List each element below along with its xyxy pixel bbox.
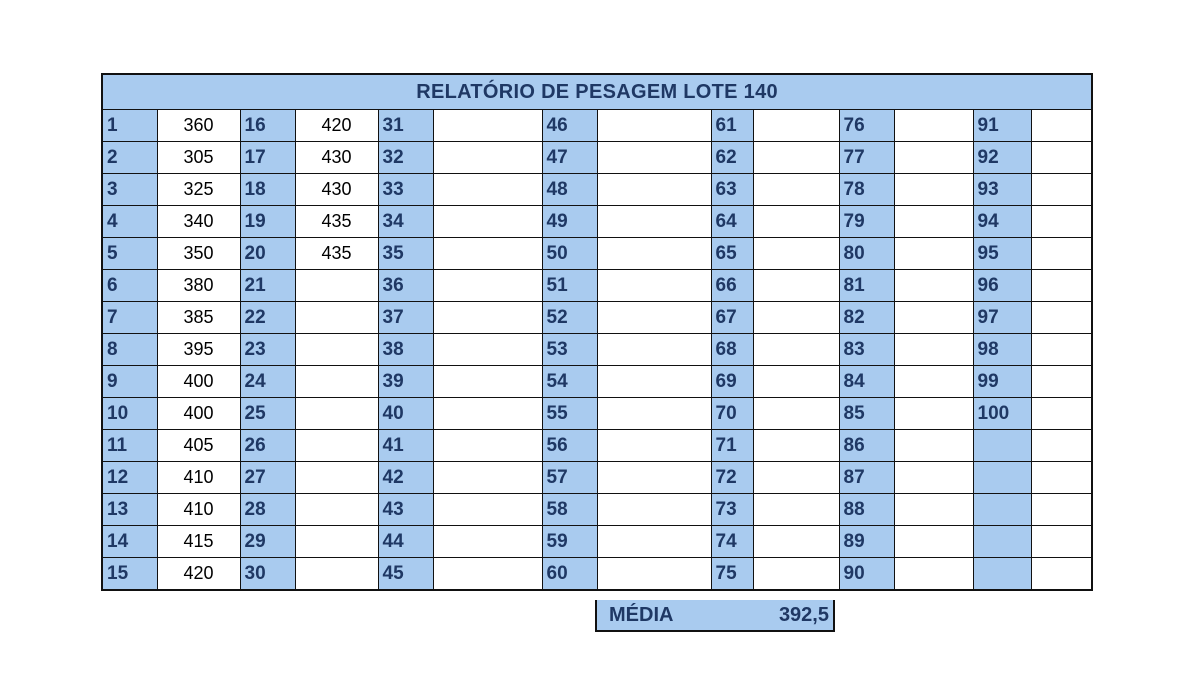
animal-number-cell: 72 [711,462,753,494]
animal-number-cell: 77 [839,142,894,174]
table-row [102,270,1092,302]
weight-value-cell: 360 [157,110,240,142]
animal-number-cell: 44 [378,526,433,558]
animal-number-cell [973,526,1031,558]
animal-number-cell: 24 [240,366,295,398]
animal-number-cell: 70 [711,398,753,430]
weight-value-cell [753,238,839,270]
weight-value-cell [433,526,542,558]
animal-number-cell: 35 [378,238,433,270]
weight-value-cell [753,430,839,462]
animal-number-cell: 27 [240,462,295,494]
animal-number-cell: 30 [240,558,295,591]
weight-value-cell [597,558,711,591]
table-row [102,366,1092,398]
animal-number-cell: 69 [711,366,753,398]
animal-number-cell: 46 [542,110,597,142]
report-title: RELATÓRIO DE PESAGEM LOTE 140 [102,74,1092,110]
weight-value-cell [597,462,711,494]
animal-number-cell: 60 [542,558,597,591]
animal-number-cell: 94 [973,206,1031,238]
table-row [102,398,1092,430]
weight-value-cell [1031,430,1092,462]
weight-value-cell [295,558,378,591]
weight-value-cell [894,142,973,174]
weight-value-cell [295,398,378,430]
animal-number-cell: 79 [839,206,894,238]
animal-number-cell: 6 [102,270,157,302]
animal-number-cell: 3 [102,174,157,206]
animal-number-cell: 49 [542,206,597,238]
weight-value-cell: 395 [157,334,240,366]
animal-number-cell: 20 [240,238,295,270]
weight-value-cell [1031,526,1092,558]
animal-number-cell: 28 [240,494,295,526]
table-row [102,174,1092,206]
weight-value-cell [753,366,839,398]
weight-value-cell [894,494,973,526]
weight-value-cell [597,494,711,526]
weight-value-cell: 410 [157,462,240,494]
weight-value-cell [1031,174,1092,206]
weight-value-cell [894,238,973,270]
weight-value-cell: 420 [157,558,240,591]
table-row [102,142,1092,174]
weight-value-cell [1031,334,1092,366]
animal-number-cell: 48 [542,174,597,206]
animal-number-cell: 63 [711,174,753,206]
weight-value-cell: 430 [295,142,378,174]
animal-number-cell [973,558,1031,591]
weight-value-cell [1031,110,1092,142]
animal-number-cell [973,462,1031,494]
weight-value-cell [1031,238,1092,270]
animal-number-cell: 9 [102,366,157,398]
animal-number-cell: 16 [240,110,295,142]
animal-number-cell: 56 [542,430,597,462]
title-row [102,74,1092,110]
weight-value-cell [1031,270,1092,302]
animal-number-cell: 64 [711,206,753,238]
average-box [595,600,835,632]
animal-number-cell: 58 [542,494,597,526]
weight-value-cell [597,110,711,142]
table-row [102,494,1092,526]
animal-number-cell: 40 [378,398,433,430]
animal-number-cell: 7 [102,302,157,334]
weight-value-cell: 305 [157,142,240,174]
animal-number-cell: 83 [839,334,894,366]
weight-value-cell [753,110,839,142]
animal-number-cell: 39 [378,366,433,398]
table-row [102,110,1092,142]
weight-value-cell [295,526,378,558]
animal-number-cell: 100 [973,398,1031,430]
weight-value-cell [433,398,542,430]
animal-number-cell: 98 [973,334,1031,366]
animal-number-cell: 17 [240,142,295,174]
weight-value-cell [894,174,973,206]
animal-number-cell: 11 [102,430,157,462]
animal-number-cell: 92 [973,142,1031,174]
weight-value-cell [753,526,839,558]
animal-number-cell: 68 [711,334,753,366]
animal-number-cell: 67 [711,302,753,334]
animal-number-cell: 15 [102,558,157,591]
weight-value-cell [894,366,973,398]
weight-value-cell [433,302,542,334]
average-label: MÉDIA [609,604,674,626]
weight-value-cell [753,462,839,494]
weight-value-cell: 350 [157,238,240,270]
animal-number-cell: 23 [240,334,295,366]
animal-number-cell: 53 [542,334,597,366]
weight-value-cell [894,398,973,430]
animal-number-cell: 18 [240,174,295,206]
weight-value-cell [753,206,839,238]
animal-number-cell: 71 [711,430,753,462]
weight-value-cell: 380 [157,270,240,302]
animal-number-cell: 88 [839,494,894,526]
animal-number-cell: 99 [973,366,1031,398]
weight-value-cell [433,334,542,366]
weight-value-cell [597,206,711,238]
animal-number-cell: 45 [378,558,433,591]
weight-value-cell [433,462,542,494]
weight-value-cell [597,430,711,462]
weight-value-cell [894,558,973,591]
animal-number-cell [973,430,1031,462]
animal-number-cell: 81 [839,270,894,302]
animal-number-cell: 90 [839,558,894,591]
weight-value-cell [1031,494,1092,526]
weight-value-cell [894,462,973,494]
table-row [102,302,1092,334]
animal-number-cell: 19 [240,206,295,238]
weight-value-cell: 415 [157,526,240,558]
animal-number-cell: 5 [102,238,157,270]
weight-value-cell [295,366,378,398]
animal-number-cell: 89 [839,526,894,558]
weight-value-cell [433,270,542,302]
animal-number-cell: 41 [378,430,433,462]
weight-value-cell [597,302,711,334]
weight-value-cell [433,238,542,270]
weight-value-cell [894,110,973,142]
animal-number-cell: 14 [102,526,157,558]
weight-value-cell [894,334,973,366]
weight-value-cell: 325 [157,174,240,206]
animal-number-cell: 74 [711,526,753,558]
animal-number-cell: 29 [240,526,295,558]
weight-value-cell [295,334,378,366]
animal-number-cell: 51 [542,270,597,302]
animal-number-cell: 34 [378,206,433,238]
weight-value-cell [753,494,839,526]
weight-value-cell [753,270,839,302]
animal-number-cell: 26 [240,430,295,462]
animal-number-cell: 42 [378,462,433,494]
weight-value-cell: 400 [157,366,240,398]
weight-value-cell [597,238,711,270]
animal-number-cell: 93 [973,174,1031,206]
animal-number-cell: 62 [711,142,753,174]
weight-value-cell [295,302,378,334]
weight-value-cell [894,302,973,334]
animal-number-cell: 1 [102,110,157,142]
weight-value-cell [433,366,542,398]
weight-value-cell [1031,142,1092,174]
animal-number-cell: 76 [839,110,894,142]
weight-value-cell [597,334,711,366]
weight-value-cell [753,558,839,591]
table-row [102,238,1092,270]
weight-value-cell [894,526,973,558]
weight-value-cell [894,206,973,238]
weight-value-cell [295,494,378,526]
animal-number-cell: 38 [378,334,433,366]
animal-number-cell: 4 [102,206,157,238]
table-row [102,462,1092,494]
weight-value-cell [597,526,711,558]
animal-number-cell: 10 [102,398,157,430]
animal-number-cell: 8 [102,334,157,366]
animal-number-cell: 66 [711,270,753,302]
weight-value-cell: 410 [157,494,240,526]
animal-number-cell: 73 [711,494,753,526]
weight-value-cell: 430 [295,174,378,206]
weight-value-cell [433,430,542,462]
table-row [102,526,1092,558]
animal-number-cell: 59 [542,526,597,558]
animal-number-cell: 43 [378,494,433,526]
weight-value-cell [433,494,542,526]
weight-value-cell: 405 [157,430,240,462]
animal-number-cell: 36 [378,270,433,302]
weight-value-cell [295,270,378,302]
weight-value-cell [597,142,711,174]
animal-number-cell: 75 [711,558,753,591]
animal-number-cell: 84 [839,366,894,398]
animal-number-cell: 87 [839,462,894,494]
table-row [102,334,1092,366]
weight-value-cell [753,302,839,334]
animal-number-cell: 2 [102,142,157,174]
animal-number-cell: 12 [102,462,157,494]
average-value: 392,5 [778,604,829,626]
weight-value-cell [433,558,542,591]
animal-number-cell: 65 [711,238,753,270]
animal-number-cell: 57 [542,462,597,494]
weight-value-cell [753,174,839,206]
animal-number-cell: 33 [378,174,433,206]
weight-value-cell [894,430,973,462]
animal-number-cell: 86 [839,430,894,462]
weight-value-cell [433,142,542,174]
weighing-report-table [101,73,1093,591]
table-row [102,206,1092,238]
weight-value-cell [1031,302,1092,334]
animal-number-cell: 82 [839,302,894,334]
animal-number-cell: 13 [102,494,157,526]
weight-value-cell [1031,462,1092,494]
weight-value-cell [295,462,378,494]
animal-number-cell: 91 [973,110,1031,142]
animal-number-cell: 31 [378,110,433,142]
animal-number-cell: 21 [240,270,295,302]
animal-number-cell: 25 [240,398,295,430]
animal-number-cell: 95 [973,238,1031,270]
weight-value-cell: 340 [157,206,240,238]
weight-value-cell [433,206,542,238]
weight-value-cell: 385 [157,302,240,334]
animal-number-cell [973,494,1031,526]
weight-value-cell [597,270,711,302]
animal-number-cell: 50 [542,238,597,270]
weight-value-cell [753,334,839,366]
weight-value-cell [433,110,542,142]
animal-number-cell: 85 [839,398,894,430]
weight-value-cell [753,398,839,430]
weight-value-cell [433,174,542,206]
animal-number-cell: 80 [839,238,894,270]
animal-number-cell: 32 [378,142,433,174]
weight-value-cell: 435 [295,206,378,238]
animal-number-cell: 37 [378,302,433,334]
weight-value-cell: 435 [295,238,378,270]
weight-value-cell [753,142,839,174]
weight-value-cell: 400 [157,398,240,430]
animal-number-cell: 54 [542,366,597,398]
weight-value-cell [1031,366,1092,398]
animal-number-cell: 52 [542,302,597,334]
animal-number-cell: 61 [711,110,753,142]
weight-value-cell [597,366,711,398]
weight-value-cell [597,398,711,430]
weight-value-cell [597,174,711,206]
weight-value-cell [1031,398,1092,430]
animal-number-cell: 96 [973,270,1031,302]
weight-value-cell [1031,206,1092,238]
weight-value-cell [295,430,378,462]
animal-number-cell: 47 [542,142,597,174]
animal-number-cell: 97 [973,302,1031,334]
animal-number-cell: 22 [240,302,295,334]
animal-number-cell: 55 [542,398,597,430]
table-row [102,558,1092,591]
animal-number-cell: 78 [839,174,894,206]
weight-value-cell: 420 [295,110,378,142]
weight-value-cell [894,270,973,302]
table-row [102,430,1092,462]
weight-value-cell [1031,558,1092,591]
